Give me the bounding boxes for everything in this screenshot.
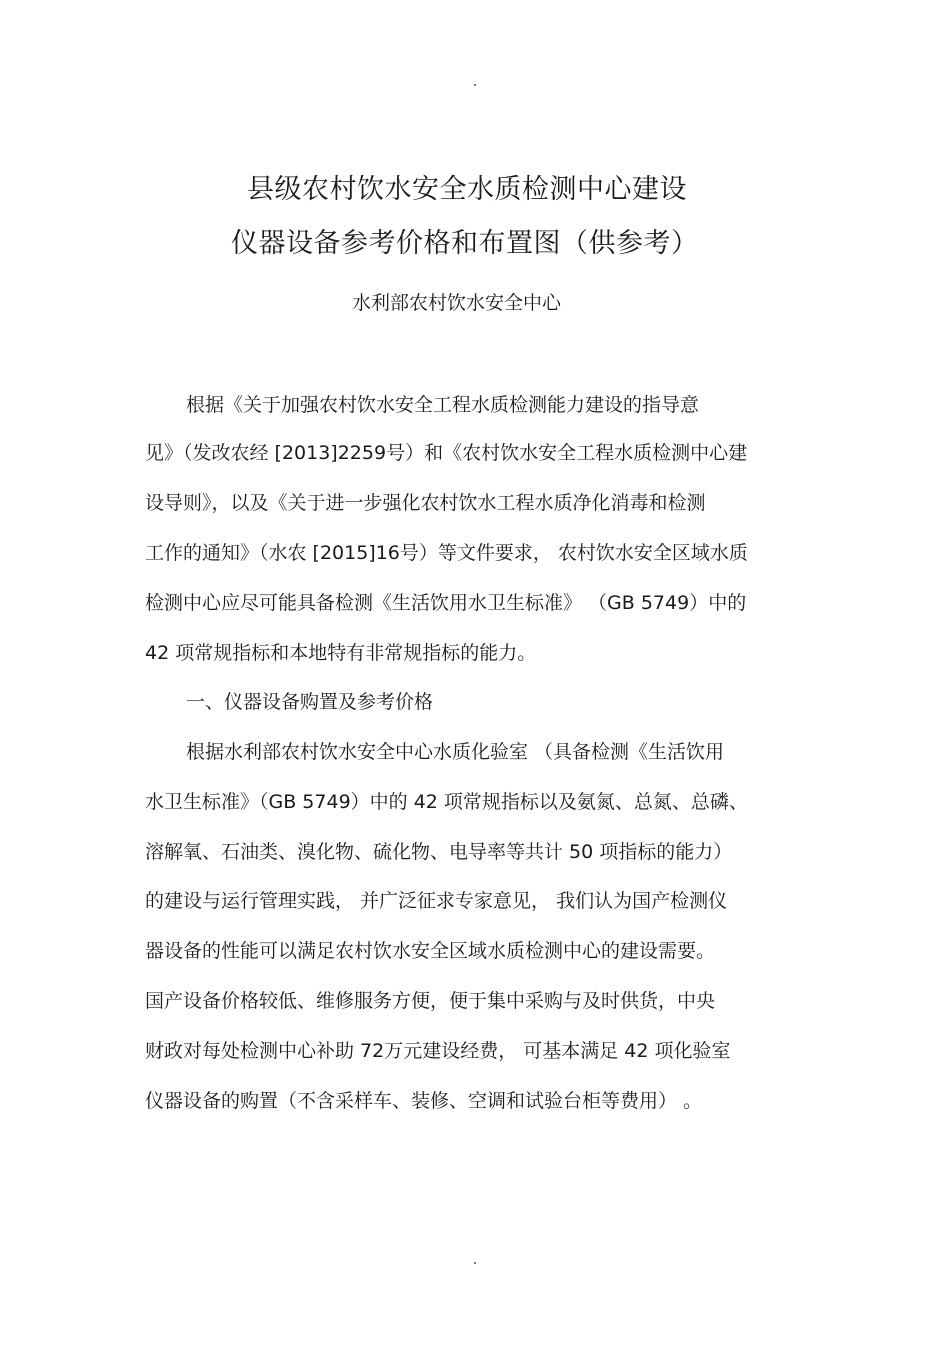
paragraph-line: 设导则》，以及《关于进一步强化农村饮水工程水质净化消毒和检测 [145,492,706,514]
page-marker-dot-bottom [474,1262,476,1264]
paragraph-line: 仪器设备的购置（不含采样车、装修、空调和试验台柜等费用） 。 [145,1090,703,1112]
paragraph-line: 见》（发改农经 [2013]2259号）和《农村饮水安全工程水质检测中心建 [145,442,748,464]
document-author: 水利部农村饮水安全中心 [352,292,562,314]
paragraph-line: 根据《关于加强农村饮水安全工程水质检测能力建设的指导意 [186,394,700,416]
paragraph-line: 工作的通知》（水农 [2015]16号）等文件要求， 农村饮水安全区域水质 [145,542,748,564]
paragraph-line: 财政对每处检测中心补助 72万元建设经费， 可基本满足 42 项化验室 [145,1040,731,1062]
paragraph-line: 器设备的性能可以满足农村饮水安全区域水质检测中心的建设需要。 [145,940,716,962]
paragraph-line: 国产设备价格较低、维修服务方便，便于集中采购与及时供货，中央 [145,990,716,1012]
section-heading: 一、仪器设备购置及参考价格 [186,691,434,713]
paragraph-line: 根据水利部农村饮水安全中心水质化验室 （具备检测《生活饮用 [186,741,725,763]
document-title-line-1: 县级农村饮水安全水质检测中心建设 [247,174,687,205]
paragraph-line: 检测中心应尽可能具备检测《生活饮用水卫生标准》 （GB 5749）中的 [145,592,747,614]
paragraph-line: 42 项常规指标和本地特有非常规指标的能力。 [145,642,537,664]
document-title-line-2: 仪器设备参考价格和布置图（供参考） [231,228,699,259]
paragraph-line: 的建设与运行管理实践， 并广泛征求专家意见， 我们认为国产检测仪 [145,890,728,912]
paragraph-line: 溶解氧、石油类、溴化物、硫化物、电导率等共计 50 项指标的能力） [145,841,733,863]
page-marker-dot-top [474,84,476,86]
paragraph-line: 水卫生标准》（GB 5749）中的 42 项常规指标以及氨氮、总氮、总磷、 [145,791,748,813]
